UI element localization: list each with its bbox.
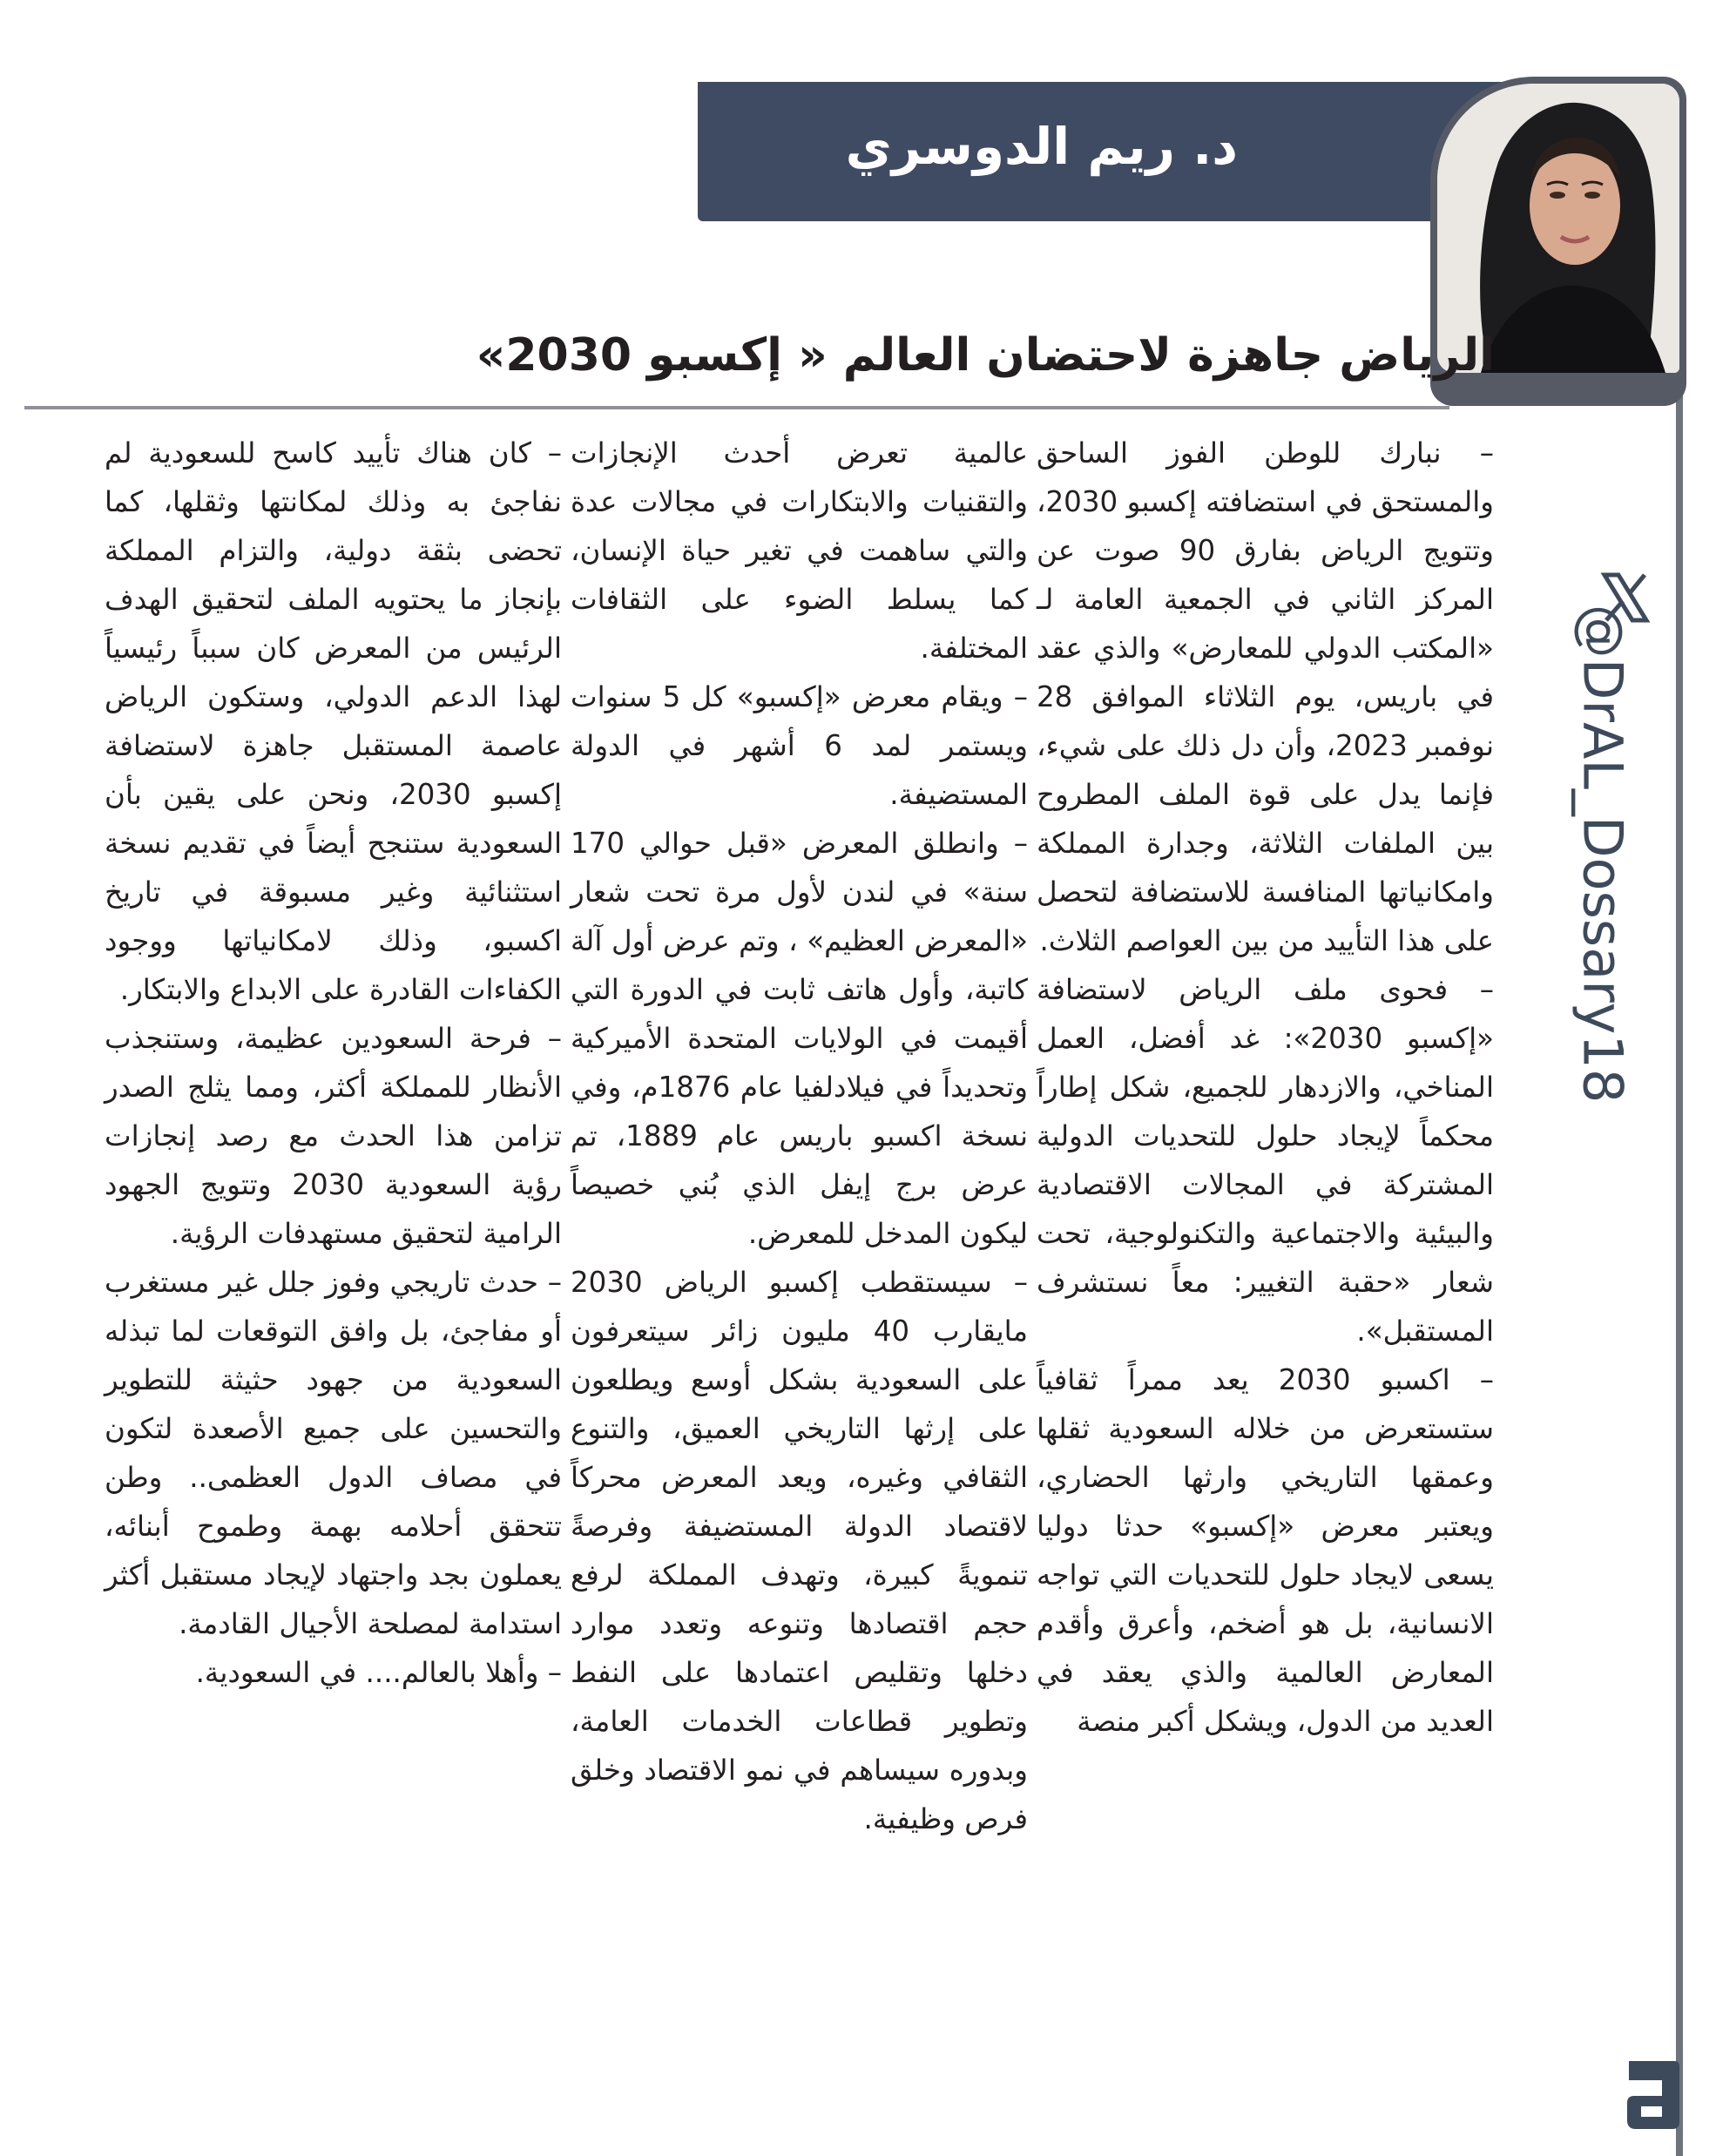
article-column-1: [1037, 429, 1494, 1746]
paragraph: – سيستقطب إكسبو الرياض 2030 مايقارب 40 مليون زائر سيتعرفون على السعودية بشكل أوسع ويطلعون على إرثها التاريخي العميق، والتنوع الثقافي وغيره، ويعد المعرض محركاً لاقتصاد الدولة المستضيفة وفرصةً تنمويةً كبيرة، وتهدف المملكة لرفع حجم اقتصادها وتنوعه وتعدد موارد دخلها وتقليص اعتمادها على النفط وتطوير قطاعات الخدمات العامة، وبدوره سيساهم في نمو الاقتصاد وخلق فرص وظيفية.: [571, 1266, 1028, 1835]
paragraph: – فحوى ملف الرياض لاستضافة «إكسبو 2030»: غد أفضل، العمل المناخي، والازدهار للجميع، شكل إطاراً محكماً لإيجاد حلول للتحديات الدولية المشتركة في المجالات الاقتصادية والبيئية والاجتماعية والتكنولوجية، تحت شعار «حقبة التغيير: معاً نستشرف المستقبل».: [1037, 973, 1495, 1348]
paragraph: – نبارك للوطن الفوز الساحق والمستحق في استضافته إكسبو 2030، وتتويج الرياض بفارق 90 صوت عن المركز الثاني في الجمعية العامة لـ «المكتب الدولي للمعارض» والذي عقد في باريس، يوم الثلاثاء الموافق 28 نوفمبر 2023، وأن دل ذلك على شيء، فإنما يدل على قوة الملف المطروح بين الملفات الثلاثة، وجدارة المملكة وامكانياتها المنافسة للاستضافة لتحصل على هذا التأييد من بين العواصم الثلاث.: [1037, 436, 1495, 957]
paragraph: – وأهلا بالعالم.... في السعودية.: [195, 1656, 562, 1689]
article-column-2: [571, 429, 1028, 1843]
paragraph: – حدث تاريجي وفوز جلل غير مستغرب أو مفاجئ، بل وافق التوقعات لما تبذله السعودية من جهود حثيثة للتطوير والتحسين على جميع الأصعدة لتكون في مصاف الدول العظمى.. وطن تتحقق أحلامه بهمة وطموح أبنائه، يعملون بجد واجتهاد لإيجاد مستقبل أكثر استدامة لمصلحة الأجيال القادمة.: [105, 1266, 562, 1640]
social-handle: [1550, 540, 1655, 1150]
article-column-3: [105, 429, 562, 1697]
paragraph: – فرحة السعودين عظيمة، وستنجذب الأنظار للمملكة أكثر، ومما يثلج الصدر تزامن هذا الحدث مع رصد إنجازات رؤية السعودية 2030 وتتويج الجهود الرامية لتحقيق مستهدفات الرؤية.: [105, 1022, 562, 1250]
paragraph: – كان هناك تأييد كاسح للسعودية لم نفاجئ به وذلك لمكانتها وثقلها، كما تحضى بثقة دولية، والتزام المملكة بإنجاز ما يحتويه الملف لتحقيق الهدف الرئيس من المعرض كان سبباً رئيسياً لهذا الدعم الدولي، وستكون الرياض عاصمة المستقبل جاهزة لاستضافة إكسبو 2030، ونحن على يقين بأن السعودية ستنجح أيضاً في تقديم نسخة استثنائية وغير مسبوقة في تاريخ اكسبو، وذلك لامكانياتها ووجود الكفاءات القادرة على الابداع والابتكار.: [105, 436, 562, 1006]
paragraph: – وانطلق المعرض «قبل حوالي 170 سنة» في لندن لأول مرة تحت شعار «المعرض العظيم» ، وتم عرض أول آلة كاتبة، وأول هاتف ثابت في الدورة التي أقيمت في الولايات المتحدة الأميركية وتحديداً في فيلادلفيا عام 1876م، وفي نسخة اكسبو باريس عام 1889، تم عرض برج إيفل الذي بُني خصيصاً ليكون المدخل للمعرض.: [571, 827, 1028, 1250]
paragraph: – ويقام معرض «إكسبو» كل 5 سنوات ويستمر لمد 6 أشهر في الدولة المستضيفة.: [571, 680, 1028, 811]
magazine-logo-icon: [1622, 2058, 1681, 2132]
headline-divider: [24, 406, 1449, 409]
paragraph: عالمية تعرض أحدث الإنجازات والتقنيات والابتكارات في مجالات عدة والتي ساهمت في تغير حياة الإنسان، كما يسلط الضوء على الثقافات المختلفة.: [571, 436, 1028, 665]
frame-border-line: [1676, 314, 1683, 2156]
author-name: د. ريم الدوسري: [845, 117, 1238, 176]
social-handle-text: @DrAL_Dossary18: [1571, 604, 1635, 1104]
article-headline: الرياض جاهزة لاحتضان العالم « إكسبو 2030»: [476, 329, 1495, 382]
author-name-bar: [698, 82, 1517, 221]
paragraph: – اكسبو 2030 يعد ممراً ثقافياً ستستعرض من خلاله السعودية ثقلها وعمقها التاريخي وارثها الحضاري، ويعتبر معرض «إكسبو» حدثا دوليا يسعى لايجاد حلول للتحديات التي تواجه الانسانية، بل هو أضخم، وأعرق وأقدم المعارض العالمية والذي يعقد في العديد من الدول، ويشكل أكبر منصة: [1037, 1363, 1494, 1738]
